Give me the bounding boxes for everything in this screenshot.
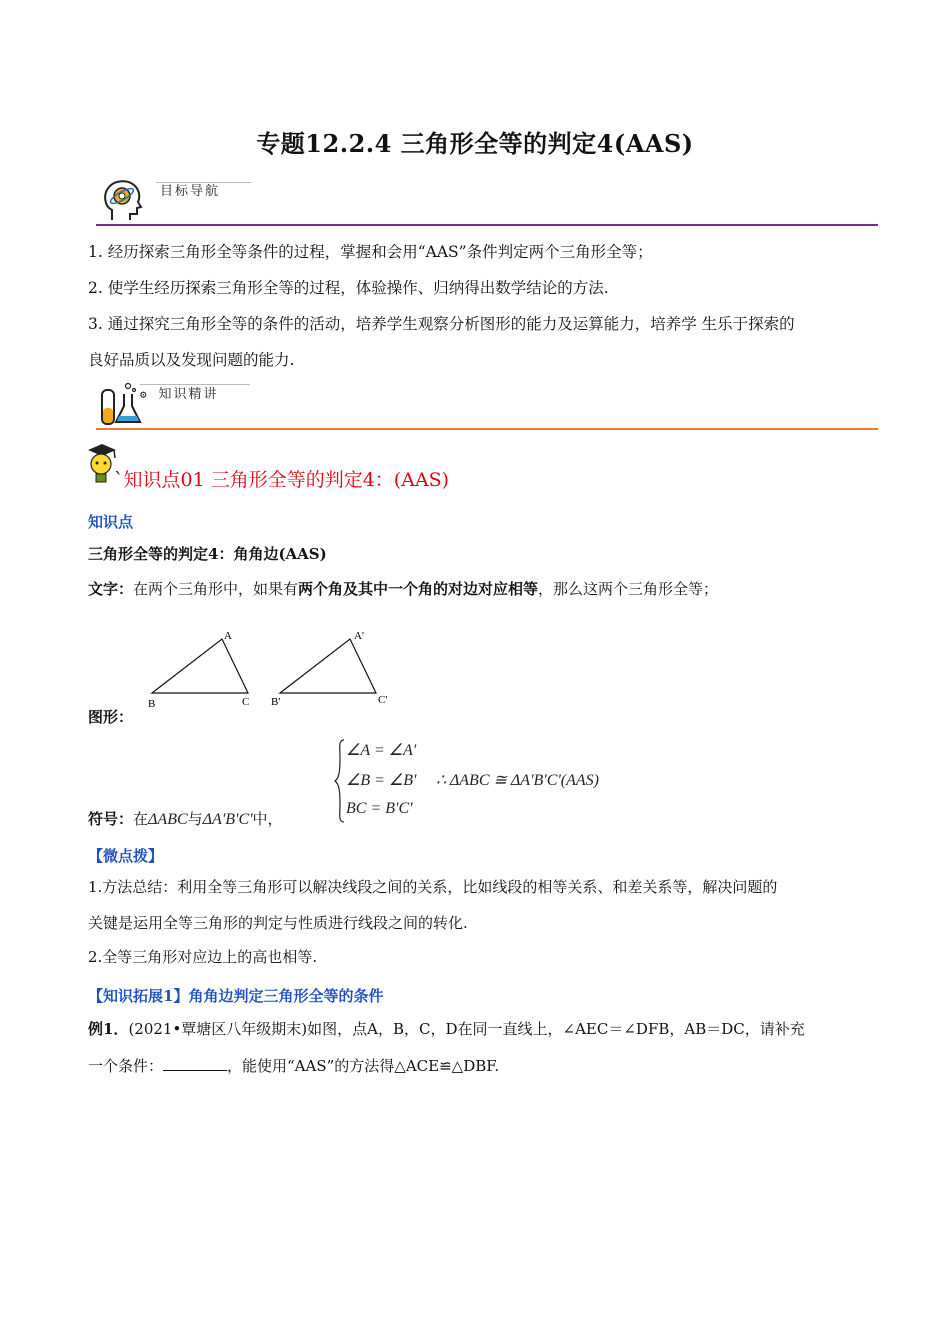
vertex-label-B-prime: B' bbox=[271, 696, 281, 708]
flask-icon bbox=[98, 380, 144, 428]
triangle-figure bbox=[140, 625, 400, 715]
symbol-mid: 中， bbox=[252, 810, 283, 828]
knowledge-point-title: `知识点01 三角形全等的判定4：(AAS) bbox=[114, 469, 450, 491]
example-label: 例1． bbox=[88, 1020, 129, 1038]
gear-small-icon: ⚙ bbox=[140, 388, 149, 401]
page-title: 专题12.2.4 三角形全等的判定4(AAS) bbox=[256, 129, 694, 158]
example-text-1: (2021•覃塘区八年级期末)如图，点A，B，C，D在同一直线上，∠AEC＝∠DFB，AB＝DC，请补充 bbox=[128, 1020, 805, 1038]
tip-item: 2.全等三角形对应边上的高也相等. bbox=[88, 948, 318, 966]
brace-line: ∠A = ∠A' bbox=[346, 742, 417, 759]
goal-item: 2. 使学生经历探索三角形全等的过程，体验操作、归纳得出数学结论的方法. bbox=[88, 279, 609, 297]
vertex-label-C: C bbox=[242, 696, 250, 708]
rule-title: 三角形全等的判定4：角角边(AAS) bbox=[88, 545, 327, 563]
brain-gear-icon bbox=[100, 176, 146, 222]
vertex-label-A-prime: A' bbox=[354, 630, 364, 642]
conclusion: ∴ ΔABC ≅ ΔA'B'C'(AAS) bbox=[436, 772, 599, 789]
symbol-line bbox=[88, 810, 283, 831]
symbol-label: 符号： bbox=[88, 810, 134, 828]
brace-line: BC = B'C' bbox=[346, 800, 413, 817]
example-line-2 bbox=[88, 1056, 499, 1077]
symbol-in: 在 bbox=[133, 810, 149, 828]
symbol-tri2: ΔA'B'C' bbox=[202, 811, 253, 828]
vertex-label-C-prime: C' bbox=[378, 694, 388, 706]
goal-item: 1. 经历探索三角形全等条件的过程，掌握和会用“AAS”条件判定两个三角形全等； bbox=[88, 243, 653, 261]
rule-text bbox=[88, 580, 718, 600]
section-label-rule bbox=[156, 182, 251, 183]
vertex-label-B: B bbox=[148, 698, 156, 710]
goal-item: 良好品质以及发现问题的能力. bbox=[88, 351, 295, 369]
tips-head: 【微点拨】 bbox=[88, 847, 164, 865]
extension-head: 【知识拓展1】角角边判定三角形全等的条件 bbox=[88, 987, 384, 1005]
answer-blank[interactable] bbox=[163, 1056, 227, 1071]
text-part-1: 在两个三角形中，如果有 bbox=[133, 580, 299, 598]
symbol-and: 与 bbox=[187, 810, 203, 828]
tip-item: 关键是运用全等三角形的判定与性质进行线段之间的转化. bbox=[88, 914, 468, 932]
example-text-2a: 一个条件： bbox=[88, 1057, 164, 1075]
text-part-2: ，那么这两个三角形全等； bbox=[538, 580, 719, 598]
section-label-rule bbox=[140, 384, 250, 385]
example-line-1 bbox=[88, 1020, 805, 1040]
triangle-abc-prime bbox=[280, 639, 376, 693]
figure-label: 图形： bbox=[88, 708, 134, 726]
example-text-2b: ，能使用“AAS”的方法得△ACE≌△DBF. bbox=[227, 1057, 500, 1075]
section-label-text: 知识精讲 bbox=[158, 387, 219, 402]
knowledge-subhead: 知识点 bbox=[88, 513, 134, 531]
section-label-knowledge bbox=[140, 383, 218, 402]
triangle-abc bbox=[152, 639, 248, 693]
goal-item: 3. 通过探究三角形全等的条件的活动，培养学生观察分析图形的能力及运算能力，培养学 生乐于探索的 bbox=[88, 315, 795, 333]
section-divider-orange bbox=[96, 428, 878, 430]
text-prefix: 文字： bbox=[88, 580, 134, 598]
symbol-tri1: ΔABC bbox=[148, 811, 188, 828]
knowledge-point-title-text: 知识点01 三角形全等的判定4：(AAS) bbox=[123, 469, 450, 491]
brace-line: ∠B = ∠B' bbox=[346, 772, 417, 789]
tip-item: 1.方法总结：利用全等三角形可以解决线段之间的关系，比如线段的相等关系、和差关系等，解决问题的 bbox=[88, 878, 778, 896]
section-label-goals: 目标导航 bbox=[160, 184, 221, 199]
section-divider-purple bbox=[96, 224, 878, 226]
text-bold: 两个角及其中一个角的对边对应相等 bbox=[298, 580, 539, 598]
left-brace bbox=[334, 738, 346, 824]
vertex-label-A: A bbox=[224, 630, 232, 642]
